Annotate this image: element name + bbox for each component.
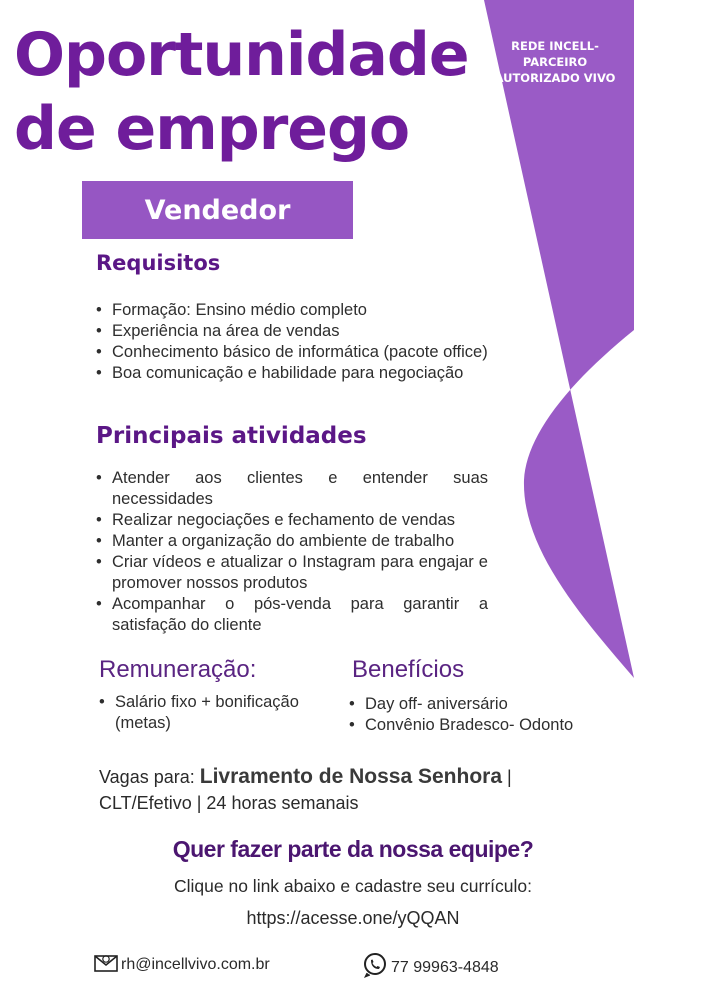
role-banner: [82, 181, 353, 239]
title-line-2: de emprego: [14, 94, 410, 164]
email-address: rh@incellvivo.com.br: [121, 955, 270, 973]
requirements-list: [94, 300, 494, 384]
activities-heading: Principais atividades: [96, 423, 367, 449]
role-title: Vendedor: [144, 194, 291, 226]
brand-line-1: REDE INCELL-: [511, 39, 599, 53]
list-item: • Salário fixo + bonificação (metas): [97, 692, 322, 734]
separator: |: [507, 767, 512, 787]
whatsapp-icon: [362, 952, 391, 983]
vacancy-hours: 24 horas semanais: [206, 793, 359, 813]
cta-text: Clique no link abaixo e cadastre seu currículo:: [174, 876, 532, 896]
list-item: • Conhecimento básico de informática (pacote office): [94, 342, 494, 363]
title-line-1: Oportunidade: [14, 20, 469, 90]
brand-label: [480, 38, 630, 86]
list-item: • Manter a organização do ambiente de trabalho: [94, 531, 488, 552]
signup-link[interactable]: https://acesse.one/yQQAN: [246, 908, 460, 928]
phone-number: 77 99963-4848: [391, 958, 499, 976]
benefits-list: [347, 694, 607, 736]
remuneration-heading: Remuneração:: [99, 656, 257, 683]
vacancy-location: Livramento de Nossa Senhora: [199, 765, 503, 788]
list-item: • Atender aos clientes e entender suas necessidades: [94, 468, 488, 510]
contact-email[interactable]: [94, 952, 270, 977]
email-icon: [94, 952, 121, 977]
brand-line-2: PARCEIRO: [522, 55, 588, 69]
benefits-heading: Benefícios: [352, 656, 465, 683]
cta-heading: Quer fazer parte da nossa equipe?: [172, 836, 534, 862]
vacancy-info: [99, 764, 549, 816]
vacancy-prefix: Vagas para:: [99, 767, 195, 787]
list-item: • Realizar negociações e fechamento de vendas: [94, 510, 488, 531]
list-item: • Criar vídeos e atualizar o Instagram para engajar e promover nossos produtos: [94, 552, 488, 594]
page-title: [14, 18, 469, 166]
list-item: • Day off- aniversário: [347, 694, 607, 715]
requirements-heading: Requisitos: [96, 251, 221, 275]
list-item: • Acompanhar o pós-venda para garantir a satisfação do cliente: [94, 594, 488, 636]
activities-list: [94, 468, 488, 636]
contact-phone[interactable]: [362, 952, 499, 983]
list-item: • Experiência na área de vendas: [94, 321, 494, 342]
list-item: • Formação: Ensino médio completo: [94, 300, 494, 321]
brand-line-3: AUTORIZADO VIVO: [494, 71, 616, 85]
list-item: • Convênio Bradesco- Odonto: [347, 715, 607, 736]
list-item: • Boa comunicação e habilidade para negociação: [94, 363, 494, 384]
remuneration-list: [97, 692, 322, 734]
separator: |: [196, 793, 202, 813]
vacancy-contract: CLT/Efetivo: [99, 793, 192, 813]
